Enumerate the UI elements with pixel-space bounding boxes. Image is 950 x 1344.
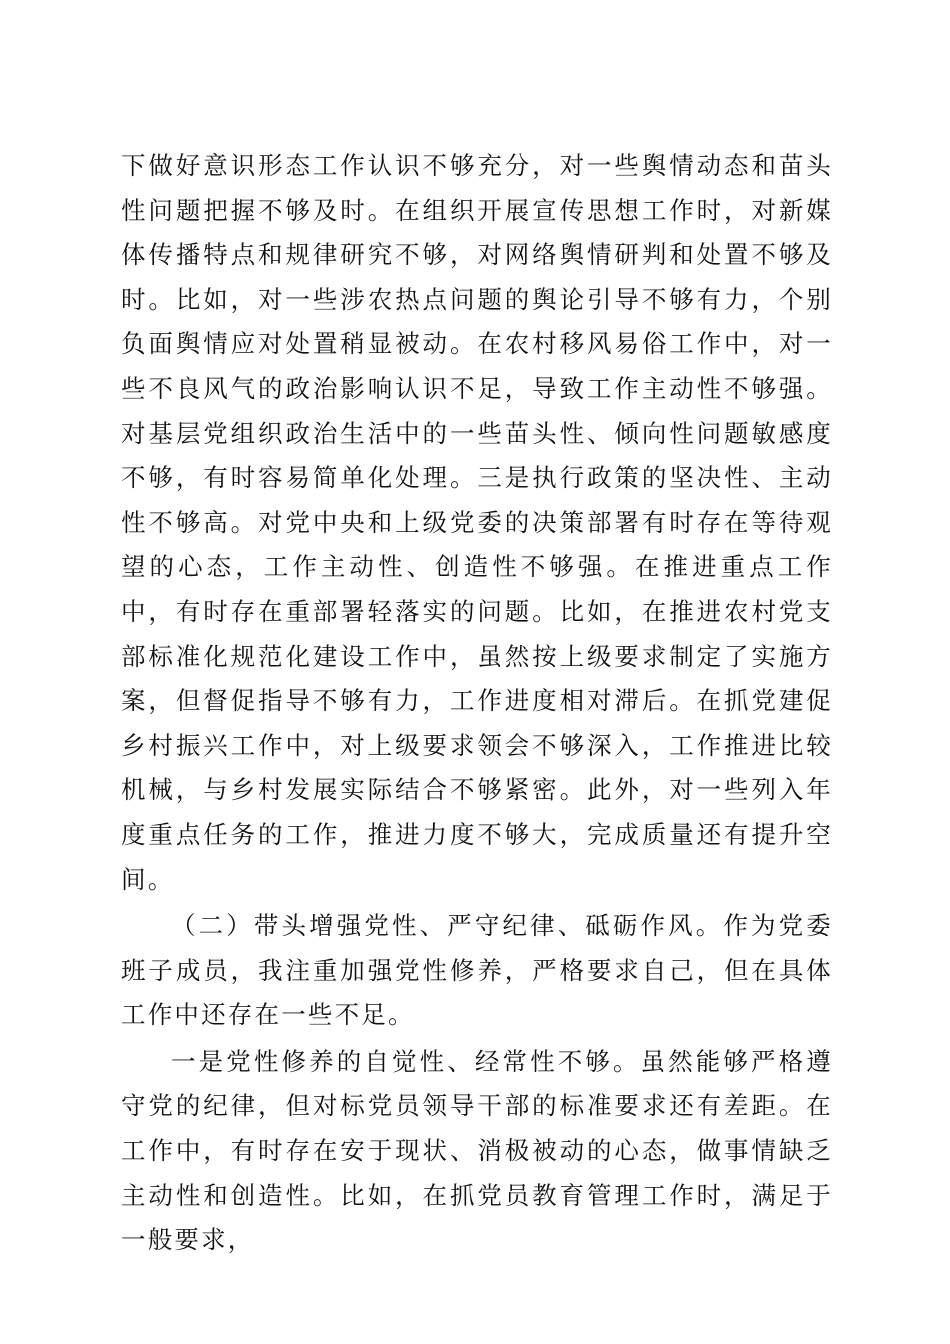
paragraph-2 bbox=[121, 904, 833, 1038]
paragraph-1-text: 下做好意识形态工作认识不够充分，对一些舆情动态和苗头性问题把握不够及时。在组织开展宣传思想工作时，对新媒体传播特点和规律研究不够，对网络舆情研判和处置不够及时。比如，对一些涉农热点问题的舆论引导不够有力，个别负面舆情应对处置稍显被动。在农村移风易俗工作中，对一些不良风气的政治影响认识不足，导致工作主动性不够强。对基层党组织政治生活中的一些苗头性、倾向性问题敏感度不够，有时容易简单化处理。三是执行政策的坚决性、主动性不够高。对党中央和上级党委的决策部署有时存在等待观望的心态，工作主动性、创造性不够强。在推进重点工作中，有时存在重部署轻落实的问题。比如，在推进农村党支部标准化规范化建设工作中，虽然按上级要求制定了实施方案，但督促指导不够有力，工作进度相对滞后。在抓党建促乡村振兴工作中，对上级要求领会不够深入，工作推进比较机械，与乡村发展实际结合不够紧密。此外，对一些列入年度重点任务的工作，推进力度不够大，完成质量还有提升空间。 bbox=[121, 151, 833, 894]
paragraph-3-text: 一是党性修养的自觉性、经常性不够。虽然能够严格遵守党的纪律，但对标党员领导干部的标准要求还有差距。在工作中，有时存在安于现状、消极被动的心态，做事情缺乏主动性和创造性。比如，在抓党员教育管理工作时，满足于一般要求， bbox=[121, 1046, 833, 1255]
paragraph-1 bbox=[121, 144, 833, 902]
document-body bbox=[121, 144, 833, 1263]
paragraph-2-text: （二）带头增强党性、严守纪律、砥砺作风。作为党委班子成员，我注重加强党性修养，严格要求自己，但在具体工作中还存在一些不足。 bbox=[121, 911, 833, 1030]
paragraph-3 bbox=[121, 1040, 833, 1263]
